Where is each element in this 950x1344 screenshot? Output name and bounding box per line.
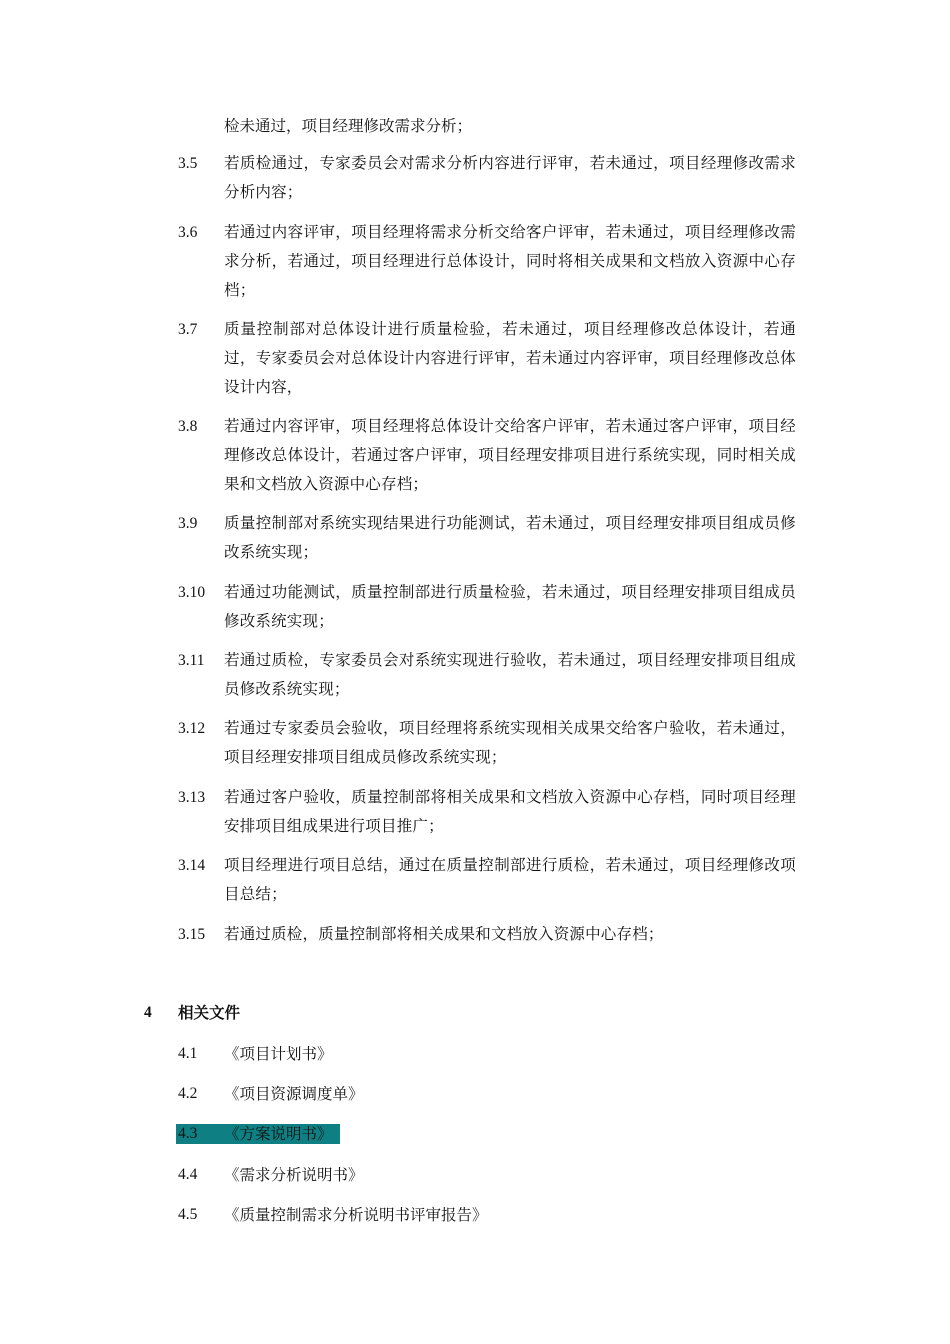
document-title: 《需求分析说明书》 xyxy=(224,1166,364,1184)
step-number: 3.10 xyxy=(178,584,206,601)
step-number: 3.14 xyxy=(178,857,206,874)
section-title: 相关文件 xyxy=(178,1003,241,1022)
section-number: 4 xyxy=(144,1004,152,1021)
document-number: 4.2 xyxy=(178,1085,198,1102)
step-text: 若通过功能测试，质量控制部进行质量检验，若未通过，项目经理安排项目组成员修改系统实现； xyxy=(224,583,796,630)
document-number: 4.4 xyxy=(178,1166,198,1183)
step-text: 质量控制部对总体设计进行质量检验，若未通过，项目经理修改总体设计，若通过，专家委员会对总体设计内容进行评审，若未通过内容评审，项目经理修改总体设计内容， xyxy=(224,320,796,396)
document-title: 《项目资源调度单》 xyxy=(224,1085,364,1103)
step-number: 3.7 xyxy=(178,321,198,338)
step-number: 3.15 xyxy=(178,926,206,943)
step-text: 若通过客户验收，质量控制部将相关成果和文档放入资源中心存档，同时项目经理安排项目组成果进行项目推广； xyxy=(224,788,796,835)
step-text: 若通过内容评审，项目经理将总体设计交给客户评审，若未通过客户评审，项目经理修改总体设计，若通过客户评审，项目经理安排项目进行系统实现，同时相关成果和文档放入资源中心存档； xyxy=(224,417,796,493)
document-title-highlighted: 《方案说明书》 xyxy=(224,1125,333,1143)
continuation-text: 检未通过，项目经理修改需求分析； xyxy=(224,117,473,135)
step-text: 质量控制部对系统实现结果进行功能测试，若未通过，项目经理安排项目组成员修改系统实现； xyxy=(224,514,796,561)
document-number-highlighted: 4.3 xyxy=(178,1125,198,1142)
step-number: 3.9 xyxy=(178,515,198,532)
step-number: 3.12 xyxy=(178,720,206,737)
document-title: 《项目计划书》 xyxy=(224,1045,333,1063)
step-text: 若通过质检，质量控制部将相关成果和文档放入资源中心存档； xyxy=(224,925,664,943)
step-number: 3.6 xyxy=(178,224,198,241)
step-text: 若通过专家委员会验收，项目经理将系统实现相关成果交给客户验收，若未通过，项目经理安排项目组成员修改系统实现； xyxy=(224,719,796,766)
document-number: 4.5 xyxy=(178,1206,198,1223)
step-number: 3.5 xyxy=(178,155,198,172)
document-number: 4.1 xyxy=(178,1045,198,1062)
step-number: 3.13 xyxy=(178,789,206,806)
step-number: 3.8 xyxy=(178,418,198,435)
step-text: 项目经理进行项目总结，通过在质量控制部进行质检，若未通过，项目经理修改项目总结； xyxy=(224,856,796,903)
document-title: 《质量控制需求分析说明书评审报告》 xyxy=(224,1206,488,1224)
step-text: 若通过质检，专家委员会对系统实现进行验收，若未通过，项目经理安排项目组成员修改系统实现； xyxy=(224,651,796,698)
step-text: 若通过内容评审，项目经理将需求分析交给客户评审，若未通过，项目经理修改需求分析，若通过，项目经理进行总体设计，同时将相关成果和文档放入资源中心存档； xyxy=(224,223,796,299)
step-number: 3.11 xyxy=(178,652,205,669)
step-text: 若质检通过，专家委员会对需求分析内容进行评审，若未通过，项目经理修改需求分析内容； xyxy=(224,154,796,201)
